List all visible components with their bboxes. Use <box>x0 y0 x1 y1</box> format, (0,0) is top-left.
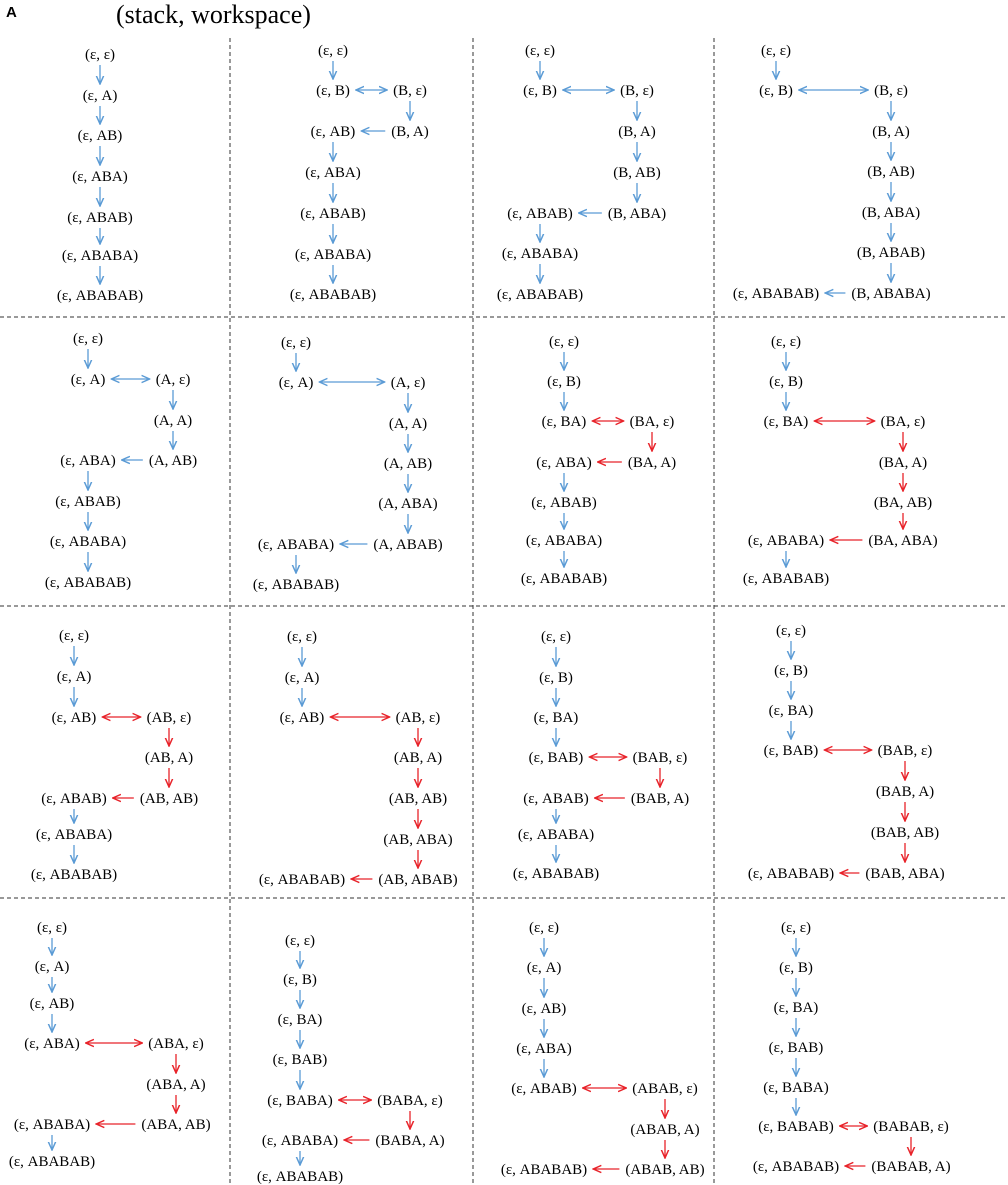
state-node: (ε, B) <box>316 83 350 99</box>
state-node: (BAB, ε) <box>877 743 933 759</box>
state-node: (ε, ABA) <box>305 165 361 181</box>
state-node: (ε, ABAB) <box>507 206 573 222</box>
state-node: (ε, A) <box>82 88 118 104</box>
state-node: (ε, A) <box>56 669 92 685</box>
state-node: (ε, BAB) <box>768 1040 824 1056</box>
state-node: (ε, ABABAB) <box>512 866 600 882</box>
state-node: (ε, ε) <box>760 43 792 59</box>
state-node: (B, ABABA) <box>851 286 931 302</box>
state-node: (A, A) <box>388 416 428 432</box>
state-node: (BA, ε) <box>629 414 675 430</box>
state-node: (ε, B) <box>547 374 581 390</box>
panel-r3c2 <box>259 629 458 888</box>
state-node: (AB, A) <box>144 750 194 766</box>
panel-r2c1 <box>45 331 197 591</box>
panel-r4c2 <box>257 933 445 1185</box>
state-node: (ε, ABABAB) <box>742 571 830 587</box>
state-node: (ε, AB) <box>77 128 123 144</box>
state-node: (AB, A) <box>393 750 443 766</box>
state-node: (A, ε) <box>390 375 426 391</box>
state-node: (AB, ABAB) <box>378 872 458 888</box>
state-node: (ε, ABAB) <box>300 206 366 222</box>
state-node: (B, AB) <box>867 164 915 180</box>
state-node: (ε, ABABA) <box>257 537 335 553</box>
state-node: (ε, A) <box>278 375 314 391</box>
state-node: (BA, A) <box>627 455 677 471</box>
state-node: (ε, A) <box>34 959 70 975</box>
state-node: (ε, ε) <box>36 920 68 936</box>
state-node: (ε, B) <box>283 972 317 988</box>
panel-r1c3 <box>497 43 666 303</box>
state-node: (ε, ABABA) <box>294 247 372 263</box>
state-node: (BA, A) <box>878 455 928 471</box>
state-node: (ε, ε) <box>58 628 90 644</box>
state-node: (ε, ABAB) <box>531 495 597 511</box>
panel-r4c4 <box>753 920 951 1175</box>
state-node: (A, ABAB) <box>373 537 443 553</box>
panel-r1c2 <box>290 43 429 303</box>
state-node: (ε, ABABAB) <box>500 1162 588 1178</box>
state-node: (B, A) <box>391 124 429 140</box>
state-node: (ε, BA) <box>533 710 579 726</box>
state-node: (B, AB) <box>613 165 661 181</box>
state-node: (BAB, A) <box>630 791 690 807</box>
state-node: (ε, ABABAB) <box>747 866 835 882</box>
state-node: (ε, ABABAB) <box>44 575 132 591</box>
state-node: (ε, ABAB) <box>41 791 107 807</box>
state-node: (B, ε) <box>393 83 427 99</box>
state-node: (ε, ε) <box>770 334 802 350</box>
state-node: (B, ABAB) <box>856 245 926 261</box>
state-node: (BA, ABA) <box>868 533 938 549</box>
state-node: (B, A) <box>618 124 656 140</box>
state-node: (ε, ABAB) <box>511 1081 577 1097</box>
state-node: (ε, ε) <box>540 629 572 645</box>
state-node: (ε, ε) <box>84 47 116 63</box>
state-node: (ε, ε) <box>775 623 807 639</box>
diagram-panels <box>9 43 951 1185</box>
state-node: (ε, ABA) <box>72 169 128 185</box>
state-node: (ε, B) <box>774 663 808 679</box>
state-node: (ε, A) <box>284 670 320 686</box>
state-node: (ε, AB) <box>279 710 325 726</box>
state-node: (B, ε) <box>874 83 908 99</box>
state-node: (ε, BA) <box>773 1000 819 1016</box>
state-node: (AB, AB) <box>139 791 199 807</box>
state-node: (ε, ABABAB) <box>8 1154 96 1170</box>
state-node: (ε, ε) <box>548 334 580 350</box>
state-node: (ε, ABABA) <box>13 1117 91 1133</box>
panel-r2c4 <box>743 334 938 587</box>
state-node: (ε, B) <box>759 83 793 99</box>
panel-r3c4 <box>748 623 945 882</box>
state-node: (ε, ABABAB) <box>289 287 377 303</box>
state-node: (B, A) <box>872 124 910 140</box>
state-node: (ε, ABA) <box>536 455 592 471</box>
state-node: (ε, ABABAB) <box>732 286 820 302</box>
state-node: (AB, ε) <box>146 710 192 726</box>
state-node: (ε, ABABA) <box>35 827 113 843</box>
state-node: (BA, AB) <box>873 495 933 511</box>
state-node: (ε, ε) <box>72 331 104 347</box>
state-node: (B, ABA) <box>861 205 921 221</box>
state-node: (ε, B) <box>523 83 557 99</box>
state-node: (ε, ABABA) <box>525 533 603 549</box>
state-node: (ε, BA) <box>763 414 809 430</box>
state-node: (ABA, ε) <box>148 1036 204 1052</box>
state-node: (ε, ε) <box>317 43 349 59</box>
state-node: (ε, BAB) <box>528 750 584 766</box>
state-node: (ε, A) <box>70 372 106 388</box>
state-node: (B, ε) <box>620 83 654 99</box>
panel-r1c1 <box>57 47 143 304</box>
state-node: (ε, ABA) <box>24 1036 80 1052</box>
state-node: (A, ABA) <box>378 496 438 512</box>
state-node: (ε, ABABA) <box>61 248 139 264</box>
state-node: (B, ABA) <box>607 206 667 222</box>
figure-title: (stack, workspace) <box>116 0 311 29</box>
state-node: (ε, ABABAB) <box>56 288 144 304</box>
state-node: (ε, BA) <box>768 703 814 719</box>
state-node: (BAB, AB) <box>870 825 940 841</box>
state-node: (ε, B) <box>779 960 813 976</box>
state-node: (BAB, A) <box>875 784 935 800</box>
state-node: (ε, BABA) <box>763 1080 829 1096</box>
state-node: (ε, AB) <box>521 1001 567 1017</box>
panel-r3c1 <box>31 628 198 883</box>
state-node: (ε, ABABAB) <box>752 1159 840 1175</box>
state-node: (ε, AB) <box>310 124 356 140</box>
state-node: (ε, BABA) <box>267 1093 333 1109</box>
state-node: (ε, ABABA) <box>49 534 127 550</box>
state-node: (A, AB) <box>148 453 198 469</box>
state-node: (ε, ABABA) <box>747 533 825 549</box>
state-node: (ε, ABABAB) <box>252 577 340 593</box>
state-node: (ABAB, ε) <box>632 1081 698 1097</box>
panel-dividers <box>0 38 1008 1185</box>
state-node: (ε, ABABA) <box>501 246 579 262</box>
state-node: (ε, ε) <box>286 629 318 645</box>
state-node: (ε, A) <box>526 960 562 976</box>
state-node: (BABA, A) <box>375 1133 445 1149</box>
state-node: (ABA, A) <box>146 1077 206 1093</box>
state-node: (ε, ABABA) <box>261 1133 339 1149</box>
state-node: (A, ε) <box>155 372 191 388</box>
state-node: (ε, AB) <box>51 710 97 726</box>
state-node: (ε, BAB) <box>763 743 819 759</box>
state-node: (BAB, ε) <box>632 750 688 766</box>
figure-panel-label: A <box>6 4 17 21</box>
state-node: (ε, BABAB) <box>758 1119 834 1135</box>
state-node: (BA, ε) <box>880 414 926 430</box>
state-node: (ε, BA) <box>277 1012 323 1028</box>
state-node: (ABAB, A) <box>630 1122 700 1138</box>
state-node: (ε, ABABA) <box>517 827 595 843</box>
state-node: (BAB, ABA) <box>865 866 945 882</box>
state-node: (A, AB) <box>383 456 433 472</box>
state-node: (ε, ABA) <box>516 1041 572 1057</box>
state-node: (BABAB, A) <box>871 1159 951 1175</box>
state-node: (ε, ABAB) <box>67 210 133 226</box>
panel-r4c3 <box>501 920 705 1178</box>
state-node: (ε, ABAB) <box>523 791 589 807</box>
state-node: (ε, AB) <box>29 996 75 1012</box>
panel-r2c3 <box>521 334 676 587</box>
state-node: (A, A) <box>153 413 193 429</box>
panel-r4c1 <box>9 920 211 1170</box>
state-node: (ε, ε) <box>524 43 556 59</box>
state-node: (ε, BAB) <box>272 1052 328 1068</box>
state-node: (ε, ε) <box>284 933 316 949</box>
state-node: (ε, ABABAB) <box>520 571 608 587</box>
state-node: (ε, B) <box>769 374 803 390</box>
state-node: (ε, ABABAB) <box>30 867 118 883</box>
state-node: (AB, ε) <box>395 710 441 726</box>
state-node: (ε, ABABAB) <box>496 287 584 303</box>
state-node: (BABAB, ε) <box>873 1119 949 1135</box>
state-node: (ε, ε) <box>280 335 312 351</box>
state-node: (ε, ε) <box>528 920 560 936</box>
state-node: (BABA, ε) <box>377 1093 443 1109</box>
state-node: (ABA, AB) <box>141 1117 211 1133</box>
panel-r2c2 <box>253 335 443 593</box>
state-node: (ε, ABA) <box>60 453 116 469</box>
state-node: (ε, BA) <box>541 414 587 430</box>
panel-r3c3 <box>513 629 689 882</box>
state-node: (ε, ABABAB) <box>256 1169 344 1185</box>
state-node: (AB, ABA) <box>383 832 453 848</box>
state-node: (ε, ABAB) <box>55 494 121 510</box>
state-node: (ε, ε) <box>780 920 812 936</box>
state-node: (ε, ABABAB) <box>258 872 346 888</box>
state-node: (ε, B) <box>539 670 573 686</box>
panel-r1c4 <box>733 43 931 302</box>
state-node: (AB, AB) <box>388 791 448 807</box>
state-node: (ABAB, AB) <box>625 1162 705 1178</box>
